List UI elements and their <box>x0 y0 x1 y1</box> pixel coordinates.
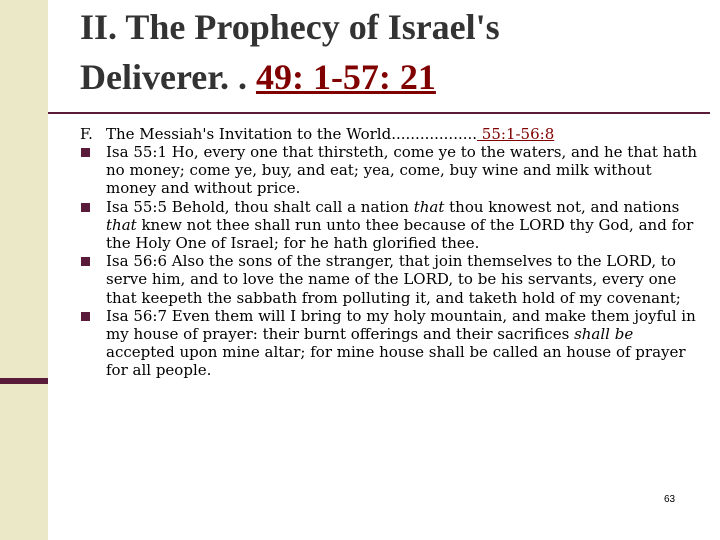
verse-text: Even them will I bring to my holy mountain, and make them joyful in my house of prayer: their burnt offerings and their sacrifices <box>106 306 696 344</box>
square-bullet-icon <box>81 257 90 266</box>
left-accent-bar <box>0 378 48 384</box>
verse-text: Behold, thou shalt call a nation <box>167 197 414 216</box>
verse-item <box>80 143 700 198</box>
page-number: 63 <box>664 494 676 505</box>
verse-text: Also the sons of the stranger, that join themselves to the LORD, to serve him, and to love the name of the LORD, to be his servants, every one that keepeth the sabbath from polluting it, and taketh hold of my covenant; <box>106 252 681 307</box>
slide-title <box>80 2 700 102</box>
subheading-letter: F. <box>80 125 93 143</box>
verse-list <box>80 143 700 380</box>
title-line-1: II. The Prophecy of Israel's <box>80 7 500 47</box>
title-reference: 49: 1-57: 21 <box>255 57 436 97</box>
verse-item <box>80 198 700 253</box>
verse-text-italic: that <box>413 197 445 216</box>
verse-text: thou knowest not, and nations <box>444 197 680 216</box>
title-line-2 <box>80 52 700 102</box>
verse-text: accepted upon mine altar; for mine house shall be called an house of prayer for all people. <box>106 343 686 380</box>
verse-reference: Isa 56:7 <box>106 306 168 325</box>
left-decorative-band <box>0 0 48 540</box>
square-bullet-icon <box>81 148 90 157</box>
verse-text-italic: that <box>106 215 137 234</box>
verse-reference: Isa 56:6 <box>106 252 168 271</box>
verse-reference: Isa 55:5 <box>106 197 168 216</box>
square-bullet-icon <box>81 203 90 212</box>
verse-text: knew not thee shall run unto thee because of the LORD thy God, and for the Holy One of Israel; for he hath glorified thee. <box>106 215 694 253</box>
verse-reference: Isa 55:1 <box>106 143 168 161</box>
title-line-2-text: Deliverer. . <box>80 57 256 97</box>
subheading-reference: 55:1-56:8 <box>477 125 555 143</box>
title-divider <box>48 112 710 114</box>
section-subheading <box>80 125 700 143</box>
verse-text-italic: shall be <box>574 325 634 344</box>
verse-item <box>80 252 700 307</box>
subheading-text: The Messiah's Invitation to the World.................. <box>106 125 478 143</box>
square-bullet-icon <box>81 312 90 321</box>
verse-item <box>80 307 700 380</box>
verse-text: Ho, every one that thirsteth, come ye to the waters, and he that hath no money; come ye, buy, and eat; yea, come, buy wine and milk without money and without price. <box>106 143 698 198</box>
